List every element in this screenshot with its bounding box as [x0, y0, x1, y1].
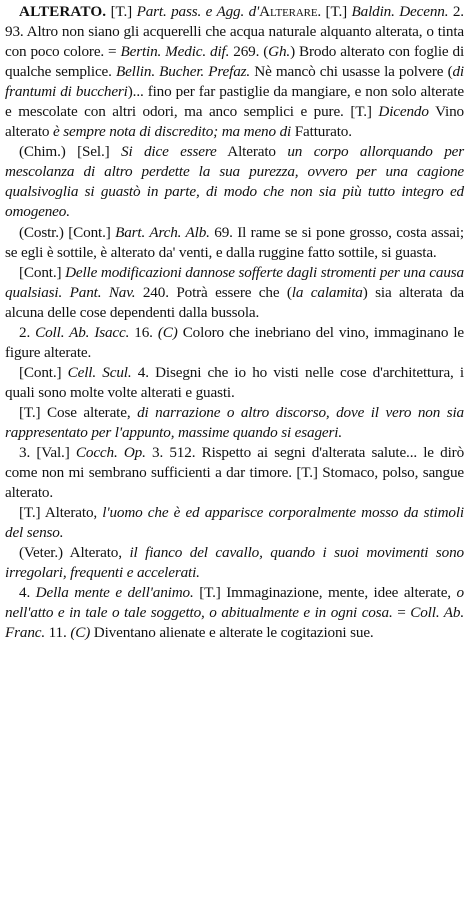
sense-2-example: [5, 363, 464, 403]
citation-marker: Gh.: [268, 43, 291, 61]
equals-sign: =: [397, 604, 406, 622]
tag-t: [T.]: [110, 3, 133, 20]
definition-italic: Dicendo: [378, 103, 429, 121]
quotation-italic: di frantumi di buccheri: [5, 63, 464, 101]
citation-marker-close: ): [290, 43, 295, 61]
example-text: Immaginazione, mente, idee alterate,: [226, 584, 451, 602]
sense-4: [5, 583, 464, 643]
definition-italic: Si dice essere: [121, 143, 217, 161]
citation-number: 16.: [134, 323, 153, 341]
preposition: d': [248, 3, 260, 20]
reference-word: Alterare.: [259, 3, 322, 20]
citation-source: Coll. Ab. Isacc.: [35, 323, 130, 341]
tag-t: [T.]: [296, 464, 318, 482]
domain-label: [Cont.]: [19, 263, 62, 281]
definition-italic: Della mente e dell'animo.: [35, 584, 194, 602]
definition-italic: un corpo allorquando per mescolanza di altro perdette la sua purezza, ovvero per una cagione qualsivoglia si guastò in parte, di modo che non sia più tutto integro ed omogeneo.: [5, 143, 465, 221]
definition-word: Cose alterate,: [47, 403, 131, 421]
citation-number: 11.: [48, 624, 67, 642]
sense-number: 4.: [19, 584, 31, 602]
citation-source: Cell. Scul.: [67, 363, 132, 381]
tag-t: [T.]: [19, 504, 41, 522]
definition-italic: l'uomo che è ed apparisce corporalmente mosso da stimoli del senso.: [5, 504, 464, 542]
entry-headword: ALTERATO.: [19, 3, 107, 20]
citation-number: 3. 512.: [152, 444, 196, 462]
sense-number: 3.: [19, 444, 31, 462]
example-text: Stomaco, polso, sangue alterato.: [5, 464, 464, 502]
quotation: Il rame se si pone grosso, costa assai; se egli è sottile, è alterato da' venti, e dalla ruggine fatto sottile, si guasta.: [5, 223, 464, 261]
sense-chemistry: [5, 142, 464, 222]
domain-label: (Veter.): [19, 544, 63, 562]
domain-label: [Cont.]: [19, 363, 62, 381]
sense-veterinary: [5, 543, 464, 583]
quotation: Brodo alterato con foglie di qualche semplice.: [5, 43, 465, 81]
quotation: Diventano alienate e alterate le cogitazioni sue.: [93, 624, 374, 642]
quotation-italic: la calamita: [291, 283, 363, 301]
citation-marker: (C): [70, 624, 91, 642]
citation-number: 240.: [142, 283, 169, 301]
tag-t: [T.]: [350, 103, 372, 121]
sense-3: [5, 443, 464, 503]
citation-number: 69.: [214, 223, 233, 241]
citation-source: Baldin. Decenn.: [351, 3, 449, 20]
part-of-speech: Part. pass. e Agg.: [136, 3, 245, 20]
definition-word: Alterato,: [69, 544, 122, 562]
sense-construction: [5, 223, 464, 263]
definition-italic: è sempre nota di discredito; ma meno di: [53, 123, 292, 141]
citation-source: Bertin. Medic. dif.: [120, 43, 230, 61]
definition-word: Alterato: [227, 143, 276, 161]
sense-3-person: [5, 503, 464, 543]
citation-source: Bellin. Bucher. Prefaz.: [115, 63, 251, 81]
domain-label: (Costr.) [Cont.]: [19, 223, 111, 241]
entry-main-paragraph: [5, 2, 464, 142]
citation-number: 2. 93.: [5, 3, 464, 41]
quotation: Rispetto ai segni d'alterata salute... le dirò come non mi sembrano sufficienti a dar timore.: [5, 444, 465, 482]
citation-source: Bart. Arch. Alb.: [115, 223, 210, 241]
sense-number: 2.: [19, 323, 31, 341]
sense-instruments: [5, 263, 464, 323]
definition-word: Alterato,: [44, 504, 98, 522]
quotation: ) sia alterata da alcuna delle cose dependenti dalla bussola.: [5, 283, 464, 321]
definition-italic: di narrazione o altro discorso, dove il vero non sia rappresentato per l'appunto, massime quando si esageri.: [5, 403, 464, 441]
quotation: Disegni che io ho visti nelle cose d'architettura, i quali sono molte volte alterati e guasti.: [5, 363, 465, 401]
citation-number: 269. (: [233, 43, 269, 61]
definition-italic: Delle modificazioni dannose sofferte dagli stromenti per una causa qualsiasi. Pant. Nav.: [5, 263, 464, 301]
citation-marker: (C): [157, 323, 178, 341]
quotation: Altro non siano gli acquerelli che acqua naturale alquanto alterata, o tinta con poco colore. =: [5, 23, 464, 61]
definition-word: Vino alterato: [5, 103, 464, 141]
definition-italic: il fianco del cavallo, quando i suoi movimenti sono irregolari, frequenti e accelerati.: [5, 544, 464, 582]
tag-t: [T.]: [325, 3, 348, 20]
domain-label: [Val.]: [36, 444, 70, 462]
domain-label: (Chim.) [Sel.]: [19, 143, 110, 161]
quotation: Nè mancò chi usasse la polvere (: [254, 63, 453, 81]
sense-2-narration: [5, 403, 464, 443]
citation-number: 4.: [137, 363, 149, 381]
citation-source: Cocch. Op.: [75, 444, 146, 462]
quotation: Potrà essere che (: [176, 283, 292, 301]
tag-t: [T.]: [199, 584, 221, 602]
sense-2: [5, 323, 464, 363]
definition-word: Fatturato.: [294, 123, 352, 141]
definition-italic: o nell'atto e in tale o tale soggetto, o abitualmente e in ogni cosa.: [5, 584, 464, 622]
quotation: )... fino per far pastiglie da mangiare, e non solo alterate e mescolate con altri odori, ma anco semplici e pure.: [5, 83, 464, 121]
citation-source: Coll. Ab. Franc.: [5, 604, 464, 642]
tag-t: [T.]: [19, 403, 41, 421]
quotation: Coloro che inebriano del vino, immaginano le figure alterate.: [5, 323, 464, 361]
